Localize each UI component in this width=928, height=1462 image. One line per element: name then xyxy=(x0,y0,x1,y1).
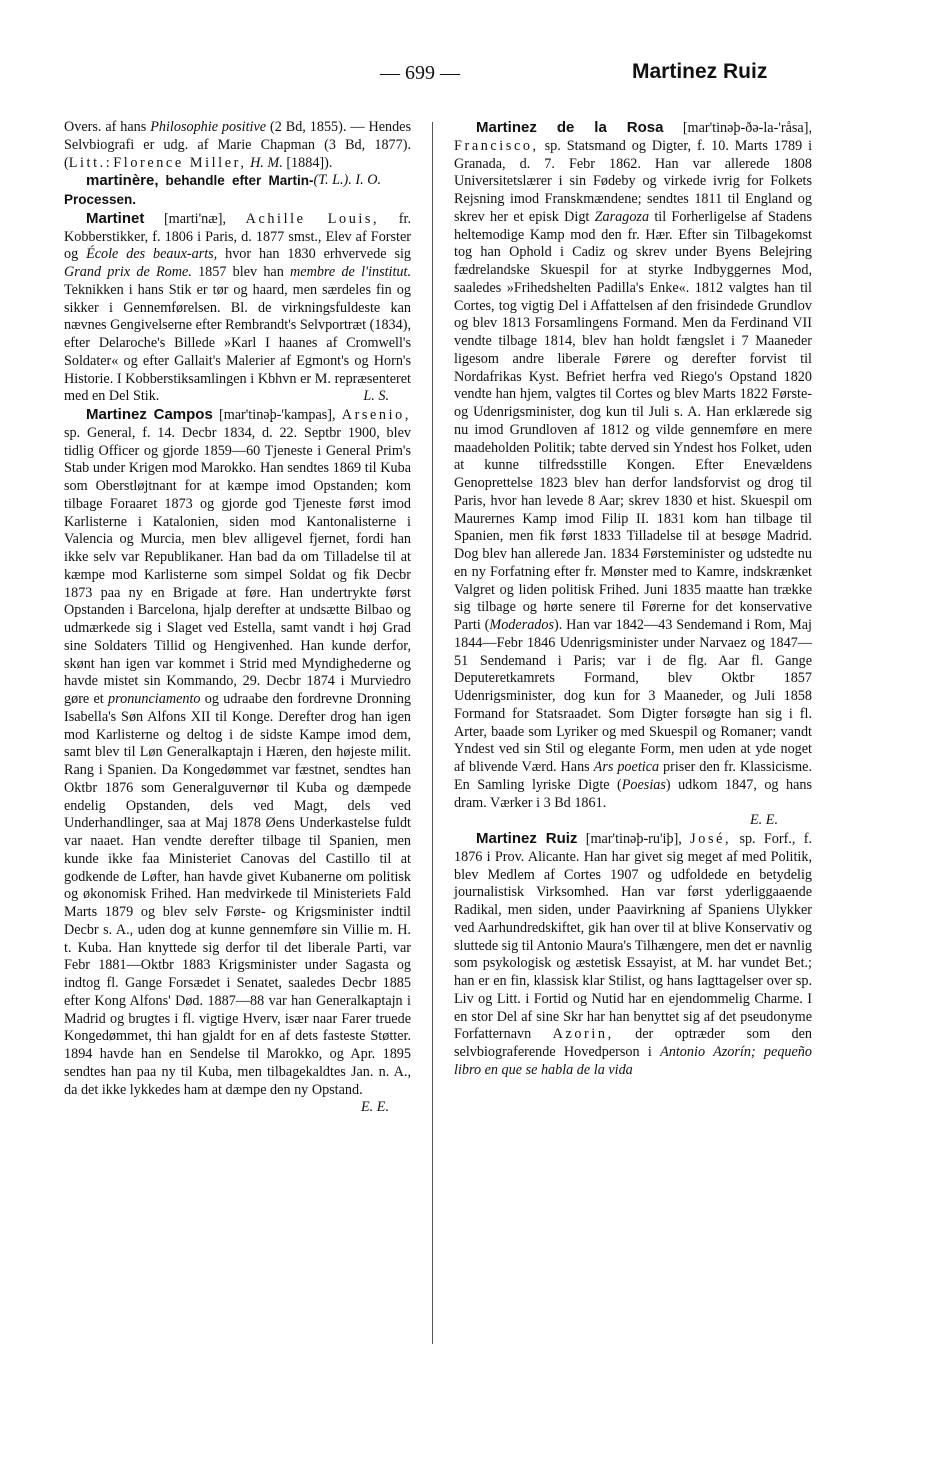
headword-martinez-ruiz: Martinez Ruiz xyxy=(476,830,578,847)
signature: L. S. xyxy=(363,388,389,405)
headword-martinere: martinère, xyxy=(86,172,159,190)
entry-martinez-campos: Martinez Campos [mar'tinəþ-'kampas], Arsenio, sp. General, f. 14. Decbr 1834, d. 22. Septbr 1900, blev tidlig Officer og gjorde 1859—60 Tjeneste i General Prim's Stab under Krigen mod Marokko. Han sendtes 1869 til Kuba som Oberstløjtnant for at kæmpe imod Opstanden; kom tilbage Foraaret 1873 og gjorde god Tjeneste først imod Karlisterne i Katalonien, siden mod Kantonalisterne i Valencia og Murcia, men blev alligevel fjernet, fordi han ikke selv var Republikaner. Han bad da om Tilladelse til at kæmpe mod Karlisterne som simpel Soldat og fik Decbr 1873 paa ny en Brigade at føre. Han undertrykte først Opstanden i Barcelona, hjalp derefter at undsætte Bilbao og udmærkede sig i Slaget ved Estella, samt vandt i høj Grad sine Soldaters Tillid og Hengivenhed. Han kunde derfor, skønt han igen var kommet i Strid med Myndighederne og havde mistet sin Kommando, 29. Decbr 1874 i Murviedro gøre et pronunciamento og udraabe den fordrevne Dronning Isabella's Søn Alfons XII til Konge. Derefter drog han igen mod Karlisterne og deltog i de sidste Kampe imod dem, samt blev til Løn Generalkaptajn i Hæren, den højeste milit. Rang i Spanien. Da Kongedømmet var fæstnet, sendtes han Oktbr 1876 som Generalguvernør til Kuba og dæmpede endelig Opstanden, dels ved Magt, dels ved Underhandlinger, saa at Maj 1878 Øens Underkastelse fuldt var naaet. Han vendte derefter tilbage til Spanien, men kunde ikke faa Ministeriet Canovas del Castillo til at godkende de Løfter, han havde givet Kubanerne om politisk og økonomisk Frihed. Han medvirkede til Ministeriets Fald Marts 1879 og blev selv Første- og Krigsminister indtil Decbr s. A., uden dog at kunne gennemføre sin Villie m. H. t. Kuba. Han knyttede sig derfor til det liberale Parti, var Febr 1881—Oktbr 1883 Krigsminister under Sagasta og indtog fl. Gange Forsædet i Senatet, saaledes Decbr 1885 efter Kong Alfons' Død. 1887—88 var han Generalkaptajn i Madrid og brugtes i fl. vigtige Hverv, især naar Farer truede Kongedømmet, thi han gjaldt for en af dets fasteste Støtter. 1894 havde han en Sendelse til Marokko, og Apr. 1895 sendtes han paa ny til Kuba, men tilbagekaldtes Jan. n. A., da det ikke lykkedes ham at dæmpe den ny Opstand. E. E. xyxy=(64,406,412,1116)
running-head: Martinez Ruiz xyxy=(632,60,768,83)
headword-martinet: Martinet xyxy=(86,209,145,227)
right-column xyxy=(454,119,812,1080)
continued-entry: Overs. af hans Philosophie positive (2 Bd, 1855). — Hendes Selvbiografi er udg. af Marie Chapman (3 Bd, 1877). (Litt.: Florence Miller, H. M. [1884]). (T. L.). I. O. xyxy=(64,119,411,189)
left-column xyxy=(64,119,411,1117)
entry-martinet: Martinet [marti'næ], Achille Louis, fr. Kobberstikker, f. 1806 i Paris, d. 1877 smst., Elev af Forster og École des beaux-arts, hvor han 1830 erhvervede sig Grand prix de Rome. 1857 blev han membre de l'institut. Teknikken i hans Stik er tør og haard, men særdeles fin og sikker i Gennemførelsen. Bl. de virkningsfuldeste kan nævnes Gengivelserne efter Rembrandt's Selvportræt (1834), efter Delaroche's Billede »Karl I haanes af Cromwell's Soldater« og efter Gallait's Malerier af Egmont's og Horn's Historie. I Kobberstiksamlingen i Kbhvn er M. repræsenteret med en Del Stik. L. S. xyxy=(64,209,412,405)
column-divider xyxy=(432,122,433,1344)
page-number: — 699 — xyxy=(380,62,460,84)
signature: E. E. xyxy=(750,812,778,829)
entry-martinez-ruiz: Martinez Ruiz [mar'tinəþ-ru'iþ], José, sp. Forf., f. 1876 i Prov. Alicante. Han har givet sig meget af med Politik, blev Medlem af Cortes 1907 og udfoldede en betydelig journalistisk Virksomhed. Han var først yderliggaaende Radikal, men siden, under Paavirkning af Spaniens Ulykker ved Aarhundredskiftet, gik han over til at blive Konservativ og sluttede sig til Antonio Maura's Tilhængere, men det er navnlig som psykologisk og æstetisk Essayist, at M. har vundet Bet.; han er en fin, klassisk klar Stilist, og hans Iagttagelser over sp. Liv og Litt. i Fortid og Nutid har en ejendommelig Charme. I en stor Del af sine Skr har han benyttet sig af det pseudonyme Forfatternavn Azorin, der optræder som den selvbiograferende Hovedperson i Antonio Azorín; pequeño libro en que se habla de la vida xyxy=(454,830,813,1078)
entry-martinez-de-la-rosa: Martinez de la Rosa [mar'tinəþ-ðə-la-'råsa], Francisco, sp. Statsmand og Digter, f. 10. Marts 1789 i Granada, d. 7. Febr 1862. Han var allerede 1808 Universitetslærer i sin Fødeby og virkede ivrig for Folkets Rejsning imod Franskmændene; sendtes 1811 til England og skrev her et episk Digt Zaragoza til Forherligelse af Stadens heltemodige Kamp mod den fr. Hær. Efter sin Tilbagekomst tog han Ophold i Cadiz og skrev under Byens Belejring fædrelandske Skuespil for at styrke Indbyggernes Mod, saaledes »Frihedshelten Padilla's Enke«. 1812 valgtes han til Cortes, tog vigtig Del i Affattelsen af den frisindede Grundlov og blev 1813 Forsamlingens Formand. Men da Ferdinand VII vendte tilbage 1814, blev han holdt fængslet i 7 Maaneder ligesom andre liberale Førere og derefter forvist til Nordafrikas Kyst. Befriet herfra ved Riego's Opstand 1820 vendte han hjem, valgtes til Cortes og blev Marts 1822 Første- og Udenrigsminister, dog kun til Juli s. A. Han erklærede sig nu imod Grundloven af 1812 og vilde gennemføre en mere maadeholden Politik; tabte derved sin Yndest hos Folket, uden at kunne tilfredsstille Kongen. Efter Enevældens Genoprettelse 1823 blev han derfor landsforvist og drog til Paris, hvor han levede 8 Aar; skrev 1830 et hist. Skuespil om Maurernes Kamp imod Filip II. 1831 kom han tilbage til Spanien, men fik først 1833 Tilladelse til at besøge Madrid. Dog blev han allerede Jan. 1834 Førsteminister og udstedte nu en ny Forfatning efter fr. Mønster med to Kamre, indskrænket Valgret og liden politisk Frihed. Juni 1835 maatte han trække sig tilbage og hørte senere til Førerne for det konservative Parti (Moderados). Han var 1842—43 Sendemand i Rom, Maj 1844—Febr 1846 Udenrigsminister under Narvaez og 1847—51 Sendemand i Paris; var i de flg. Aar fl. Gange Deputeretkamrets Formand, blev Oktbr 1857 Udenrigsminister, dog kun for 3 Maaneder, og Juli 1858 Formand for Statsraadet. Som Digter forsøgte han sig i fl. Arter, baade som Lyriker og med Skuespil og Romaner; vandt Yndest ved sin Stil og elegante Form, men uden at yde noget af blivende Værd. Hans Ars poetica priser den fr. Klassicisme. En Samling lyriske Digte (Poesias) udkom 1847, og hans dram. Værker i 3 Bd 1861. E. E. xyxy=(454,119,813,829)
page-header xyxy=(0,62,928,92)
signature: (T. L.). I. O. xyxy=(313,172,381,189)
headword-martinez-de-la-rosa: Martinez de la Rosa xyxy=(476,119,664,136)
signature: E. E. xyxy=(361,1099,389,1116)
cross-reference-entry: martinère, behandle efter Martin-Processen. xyxy=(64,172,314,207)
headword-martinez-campos: Martinez Campos xyxy=(86,406,213,423)
